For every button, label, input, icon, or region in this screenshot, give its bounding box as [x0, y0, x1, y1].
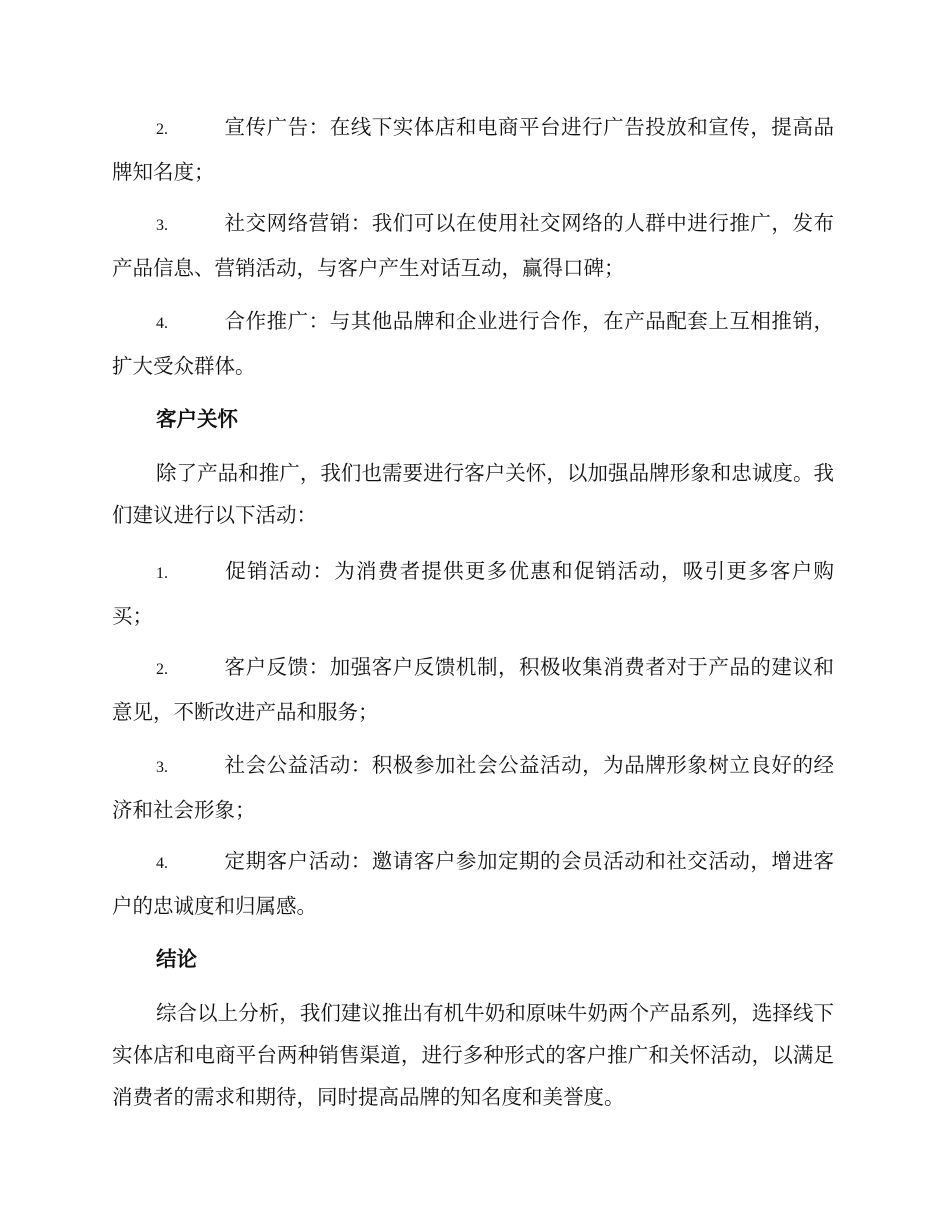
list-item-text: 宣传广告：在线下实体店和电商平台进行广告投放和宣传，提高品牌知名度；: [112, 115, 834, 184]
list-number: 4.: [156, 855, 168, 872]
conclusion-paragraph: 综合以上分析，我们建议推出有机牛奶和原味牛奶两个产品系列，选择线下实体店和电商平台两种销售渠道，进行多种形式的客户推广和关怀活动，以满足消费者的需求和期待，同时提高品牌的知名度和美誉度。: [112, 1001, 834, 1109]
list-number: 2.: [156, 121, 168, 138]
list-item-text: 社交网络营销：我们可以在使用社交网络的人群中进行推广，发布产品信息、营销活动，与客户产生对话互动，赢得口碑；: [112, 211, 834, 280]
list-item-care-4: [112, 840, 834, 927]
section-heading-conclusion: 结论: [156, 947, 197, 971]
list-item-text: 客户反馈：加强客户反馈机制，积极收集消费者对于产品的建议和意见，不断改进产品和服务；: [112, 655, 834, 724]
list-item-text: 社会公益活动：积极参加社会公益活动，为品牌形象树立良好的经济和社会形象；: [112, 753, 834, 822]
list-item-promotion-4: [112, 300, 834, 387]
list-item-text: 促销活动：为消费者提供更多优惠和促销活动，吸引更多客户购买；: [112, 559, 834, 628]
list-number: 1.: [156, 565, 168, 582]
list-item-promotion-2: [112, 106, 834, 193]
list-item-care-1: [112, 550, 834, 637]
list-number: 3.: [156, 759, 168, 776]
list-number: 3.: [156, 217, 168, 234]
customer-care-intro: 除了产品和推广，我们也需要进行客户关怀，以加强品牌形象和忠诚度。我们建议进行以下活动：: [112, 461, 834, 527]
list-item-text: 合作推广：与其他品牌和企业进行合作，在产品配套上互相推销，扩大受众群体。: [112, 309, 834, 378]
list-number: 2.: [156, 661, 168, 678]
list-item-text: 定期客户活动：邀请客户参加定期的会员活动和社交活动，增进客户的忠诚度和归属感。: [112, 849, 834, 918]
list-number: 4.: [156, 315, 168, 332]
list-item-care-2: [112, 646, 834, 733]
list-item-care-3: [112, 744, 834, 831]
section-heading-customer-care: 客户关怀: [156, 407, 238, 431]
list-item-promotion-3: [112, 202, 834, 289]
